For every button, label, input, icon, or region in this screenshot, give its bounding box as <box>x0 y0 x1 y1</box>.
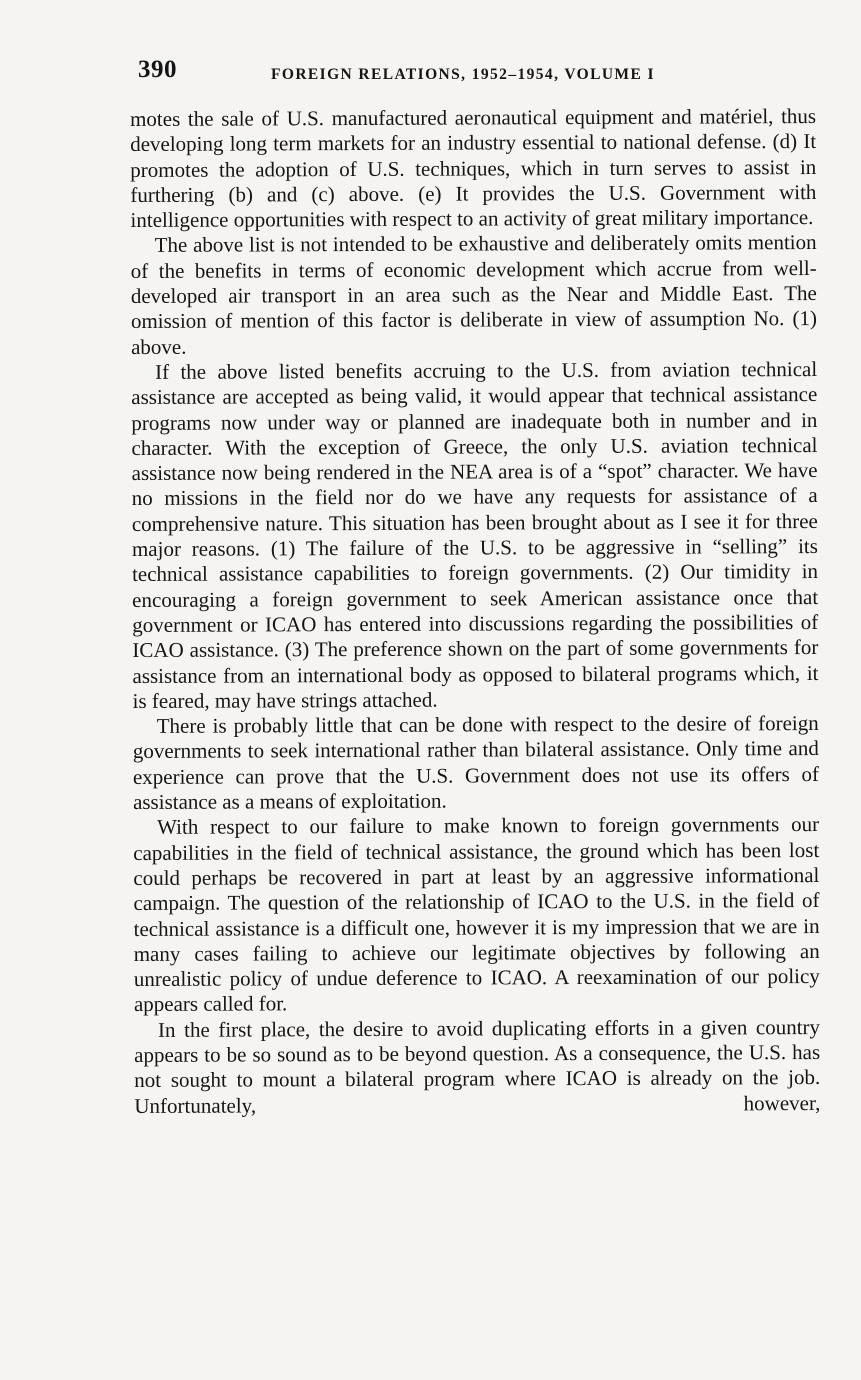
paragraph-continued: motes the sale of U.S. manufactured aeronautical equipment and matériel, thus developing long term markets for an industry essential to national defense. (d) It promotes the adoption of U.S. techniques, which in turn serves to assist in furthering (b) and (c) above. (e) It provides the U.S. Government with intelligence opportunities with respect to an activity of great military importance. <box>130 104 817 233</box>
paragraph-international-assistance: There is probably little that can be done with respect to the desire of foreign governments to seek international rather than bilateral assistance. Only time and experience can prove that the U.S. Government does not use its offers of assistance as a means of exploitation. <box>132 711 819 815</box>
paragraph-informational-campaign: With respect to our failure to make known to foreign governments our capabilities in the field of technical assistance, the ground which has been lost could perhaps be recovered in part at least by an aggressive informational campaign. The question of the relationship of ICAO to the U.S. in the field of technical assistance is a difficult one, however it is my impression that we are in many cases failing to achieve our legitimate objectives by following an unrealistic policy of undue deference to ICAO. A reexamination of our policy appears called for. <box>133 812 820 1017</box>
page-header <box>138 56 818 90</box>
paragraph-first-place: In the first place, the desire to avoid duplicating efforts in a given country appears to be so sound as to be beyond question. As a consequence, the U.S. has not sought to mount a bilateral program where ICAO is already on the job. Unfortunately, however, <box>134 1014 821 1118</box>
paragraph-above-list: The above list is not intended to be exhaustive and deliberately omits mention of the benefits in terms of economic development which accrue from well-developed air transport in an area such as the Near and Middle East. The omission of mention of this factor is deliberate in view of assumption No. (1) above. <box>130 230 817 359</box>
page-number: 390 <box>138 56 177 83</box>
running-title: FOREIGN RELATIONS, 1952–1954, VOLUME I <box>271 66 655 83</box>
paragraph-benefits: If the above listed benefits accruing to the U.S. from aviation technical assistance are accepted as being valid, it would appear that technical assistance programs now under way or planned are inadequate both in number and in character. With the exception of Greece, the only U.S. aviation technical assistance now being rendered in the NEA area is of a “spot” character. We have no missions in the field nor do we have any requests for assistance of a comprehensive nature. This situation has been brought about as I see it for three major reasons. (1) The failure of the U.S. to be aggressive in “selling” its technical assistance capabilities to foreign governments. (2) Our timidity in encouraging a foreign government to seek American assistance once that government or ICAO has entered into discussions regarding the possibilities of ICAO assistance. (3) The preference shown on the part of some governments for assistance from an international body as opposed to bilateral programs which, it is feared, may have strings attached. <box>131 356 819 713</box>
body-text <box>130 104 820 1119</box>
